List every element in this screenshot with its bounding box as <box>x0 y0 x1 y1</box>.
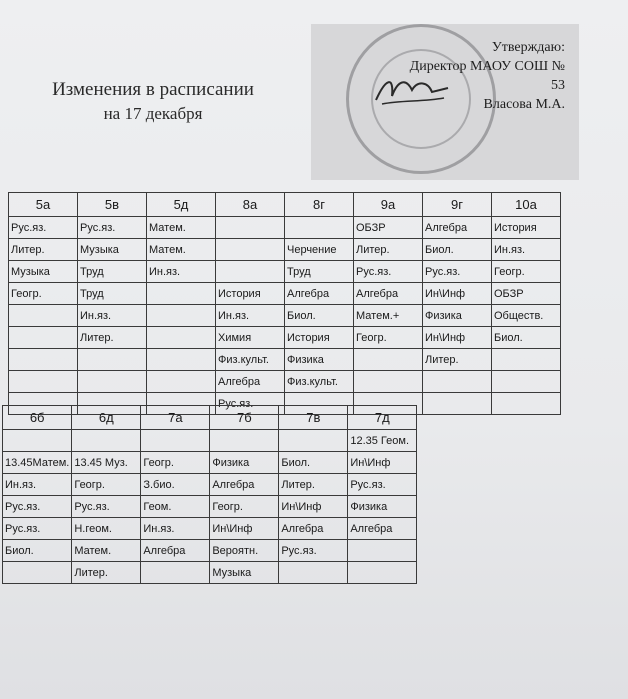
lesson-cell: Рус.яз. <box>3 496 72 518</box>
lesson-cell <box>279 430 348 452</box>
lesson-cell: История <box>216 283 285 305</box>
lesson-cell: Алгебра <box>354 283 423 305</box>
lesson-cell: Геогр. <box>210 496 279 518</box>
lesson-cell <box>9 349 78 371</box>
lesson-cell: Алгебра <box>285 283 354 305</box>
lesson-cell: Биол. <box>3 540 72 562</box>
lesson-cell: Литер. <box>279 474 348 496</box>
lesson-cell: Биол. <box>492 327 561 349</box>
lesson-cell: Геогр. <box>354 327 423 349</box>
lesson-cell: Матем. <box>147 217 216 239</box>
table-row <box>9 239 561 261</box>
lesson-cell: Литер. <box>423 349 492 371</box>
lesson-cell: Н.геом. <box>72 518 141 540</box>
lesson-cell: Геогр. <box>9 283 78 305</box>
lesson-cell: Рус.яз. <box>216 393 285 415</box>
approval-line3: Власова М.А. <box>483 97 565 112</box>
class-header-cell: 7а <box>141 406 210 430</box>
lesson-cell <box>78 371 147 393</box>
lesson-cell: Алгебра <box>279 518 348 540</box>
lesson-cell: Литер. <box>72 562 141 584</box>
lesson-cell: Вероятн. <box>210 540 279 562</box>
lesson-cell: Физика <box>210 452 279 474</box>
lesson-cell <box>147 371 216 393</box>
lesson-cell: Физ.культ. <box>216 349 285 371</box>
table-row <box>3 562 417 584</box>
lesson-cell: ОБЗР <box>492 283 561 305</box>
lesson-cell: Рус.яз. <box>72 496 141 518</box>
lesson-cell: 12.35 Геом. <box>348 430 417 452</box>
table-row <box>3 518 417 540</box>
class-header-cell: 5в <box>78 193 147 217</box>
lesson-cell: История <box>492 217 561 239</box>
lesson-cell: ОБЗР <box>354 217 423 239</box>
lesson-cell <box>147 349 216 371</box>
approval-line1: Утверждаю: <box>491 40 565 55</box>
lesson-cell: Ин\Инф <box>279 496 348 518</box>
lesson-cell: Литер. <box>9 239 78 261</box>
lesson-cell <box>3 562 72 584</box>
lesson-cell <box>216 217 285 239</box>
schedule-table-lower <box>2 405 417 584</box>
lesson-cell: Алгебра <box>210 474 279 496</box>
lesson-cell: Физ.культ. <box>285 371 354 393</box>
table-row <box>9 305 561 327</box>
lesson-cell: Физика <box>285 349 354 371</box>
lesson-cell: Биол. <box>423 239 492 261</box>
lesson-cell: Биол. <box>285 305 354 327</box>
table-row <box>9 349 561 371</box>
lesson-cell: Геогр. <box>72 474 141 496</box>
lesson-cell <box>9 371 78 393</box>
table-row <box>9 217 561 239</box>
lesson-cell <box>141 562 210 584</box>
table-row <box>9 261 561 283</box>
class-header-cell: 9а <box>354 193 423 217</box>
class-header-cell: 6б <box>3 406 72 430</box>
lesson-cell: Алгебра <box>216 371 285 393</box>
page-title <box>38 78 268 126</box>
class-header-cell: 6д <box>72 406 141 430</box>
lesson-cell: История <box>285 327 354 349</box>
lesson-cell: Рус.яз. <box>78 217 147 239</box>
lesson-cell: Матем. <box>72 540 141 562</box>
table-row <box>9 283 561 305</box>
table-header-row <box>3 406 417 430</box>
lesson-cell: Рус.яз. <box>3 518 72 540</box>
class-header-cell: 5д <box>147 193 216 217</box>
lesson-cell <box>423 393 492 415</box>
lesson-cell <box>354 371 423 393</box>
class-header-cell: 9г <box>423 193 492 217</box>
lesson-cell <box>72 430 141 452</box>
lesson-cell <box>348 540 417 562</box>
class-header-cell: 5а <box>9 193 78 217</box>
class-header-cell: 8г <box>285 193 354 217</box>
lesson-cell: Труд <box>285 261 354 283</box>
lesson-cell: Ин.яз. <box>141 518 210 540</box>
lesson-cell: Алгебра <box>141 540 210 562</box>
table-row <box>3 430 417 452</box>
lesson-cell: Рус.яз. <box>423 261 492 283</box>
lesson-cell <box>147 283 216 305</box>
lesson-cell: Геогр. <box>492 261 561 283</box>
lesson-cell: Ин\Инф <box>210 518 279 540</box>
lesson-cell <box>279 562 348 584</box>
lesson-cell: Ин.яз. <box>216 305 285 327</box>
lesson-cell: Рус.яз. <box>354 261 423 283</box>
lesson-cell <box>216 261 285 283</box>
lesson-cell: Труд <box>78 261 147 283</box>
table-row <box>3 540 417 562</box>
approval-block <box>400 38 565 114</box>
lesson-cell: З.био. <box>141 474 210 496</box>
lesson-cell: Рус.яз. <box>279 540 348 562</box>
lesson-cell: Алгебра <box>423 217 492 239</box>
lesson-cell: Ин.яз. <box>492 239 561 261</box>
lesson-cell: 13.45Матем. <box>3 452 72 474</box>
lesson-cell <box>141 430 210 452</box>
lesson-cell: Музыка <box>9 261 78 283</box>
table-row <box>3 474 417 496</box>
lesson-cell: Геом. <box>141 496 210 518</box>
table-row <box>9 327 561 349</box>
lesson-cell: Ин\Инф <box>423 283 492 305</box>
lesson-cell: Геогр. <box>141 452 210 474</box>
lesson-cell: Обществ. <box>492 305 561 327</box>
schedule-table-upper <box>8 192 561 415</box>
lesson-cell: Физика <box>423 305 492 327</box>
lesson-cell: 13.45 Муз. <box>72 452 141 474</box>
lesson-cell: Рус.яз. <box>348 474 417 496</box>
lesson-cell <box>492 393 561 415</box>
lesson-cell: Ин\Инф <box>348 452 417 474</box>
lesson-cell <box>3 430 72 452</box>
approval-line2: Директор МАОУ СОШ № 53 <box>409 59 565 93</box>
lesson-cell <box>78 349 147 371</box>
lesson-cell: Алгебра <box>348 518 417 540</box>
lesson-cell: Труд <box>78 283 147 305</box>
class-header-cell: 8а <box>216 193 285 217</box>
lesson-cell: Биол. <box>279 452 348 474</box>
lesson-cell: Литер. <box>78 327 147 349</box>
lesson-cell: Ин\Инф <box>423 327 492 349</box>
lesson-cell <box>9 327 78 349</box>
lesson-cell: Литер. <box>354 239 423 261</box>
lesson-cell <box>216 239 285 261</box>
lesson-cell: Музыка <box>78 239 147 261</box>
lesson-cell <box>210 430 279 452</box>
lesson-cell: Физика <box>348 496 417 518</box>
lesson-cell: Ин.яз. <box>78 305 147 327</box>
lesson-cell <box>492 349 561 371</box>
lesson-cell <box>492 371 561 393</box>
lesson-cell: Матем. <box>147 239 216 261</box>
table-row <box>9 371 561 393</box>
table-row <box>3 496 417 518</box>
table-header-row <box>9 193 561 217</box>
lesson-cell: Черчение <box>285 239 354 261</box>
lesson-cell: Ин.яз. <box>3 474 72 496</box>
table-row <box>3 452 417 474</box>
title-text: Изменения в расписании <box>52 79 254 100</box>
lesson-cell <box>285 217 354 239</box>
class-header-cell: 7д <box>348 406 417 430</box>
class-header-cell: 7в <box>279 406 348 430</box>
lesson-cell <box>354 349 423 371</box>
lesson-cell: Рус.яз. <box>9 217 78 239</box>
lesson-cell: Музыка <box>210 562 279 584</box>
lesson-cell: Ин.яз. <box>147 261 216 283</box>
lesson-cell: Матем.+ <box>354 305 423 327</box>
lesson-cell <box>147 305 216 327</box>
lesson-cell <box>9 305 78 327</box>
class-header-cell: 10а <box>492 193 561 217</box>
date-subtitle: на 17 декабря <box>103 104 203 123</box>
lesson-cell <box>348 562 417 584</box>
class-header-cell: 7б <box>210 406 279 430</box>
lesson-cell: Химия <box>216 327 285 349</box>
lesson-cell <box>147 327 216 349</box>
lesson-cell <box>423 371 492 393</box>
